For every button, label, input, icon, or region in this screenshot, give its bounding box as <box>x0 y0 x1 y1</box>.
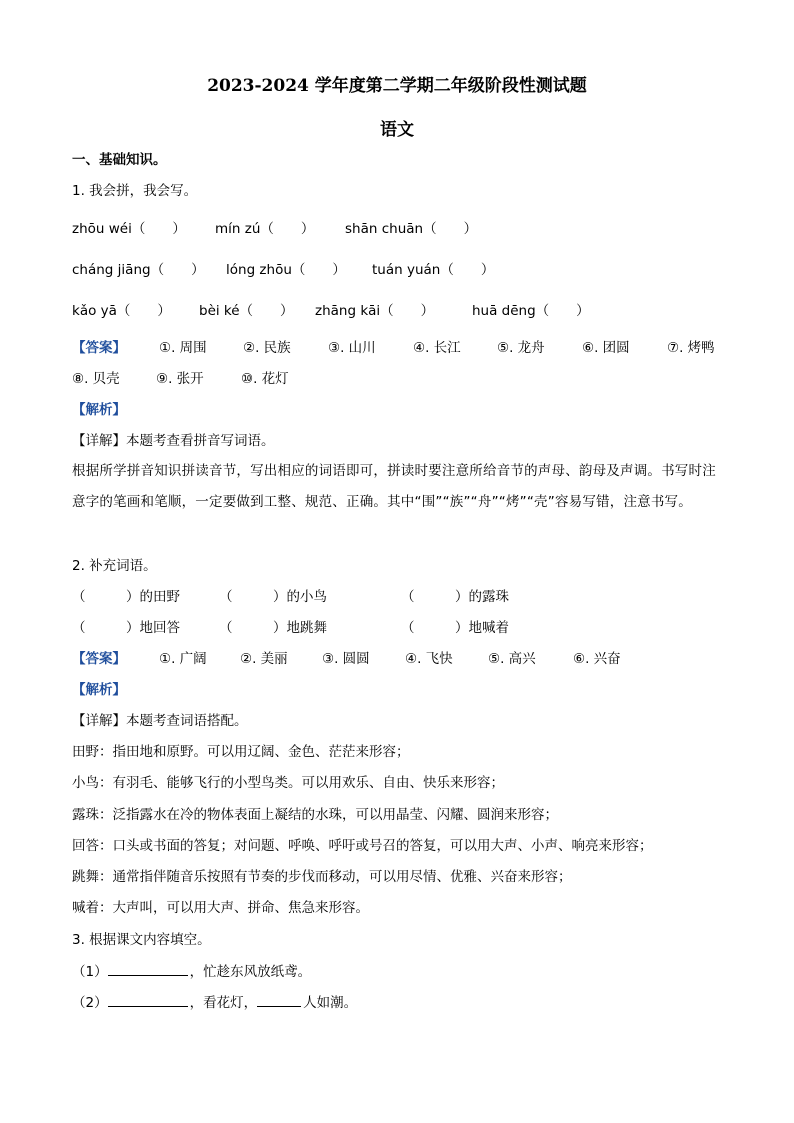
item-text: ，看花灯， <box>189 995 258 1011</box>
question-3-prompt: 3. 根据课文内容填空。 <box>72 932 211 948</box>
answer-item: ①. 周围 <box>159 340 207 356</box>
answer-tag: 【答案】 <box>72 651 126 667</box>
answer-item: ⑤. 高兴 <box>488 651 536 667</box>
answer-item: ⑥. 兴奋 <box>573 651 621 667</box>
item-text: ，忙趁东风放纸鸢。 <box>189 964 312 980</box>
analysis-tag: 【解析】 <box>72 402 126 418</box>
pinyin-item: tuán yuán（ ） <box>372 262 495 278</box>
answer-item: ⑨. 张开 <box>156 371 204 387</box>
fill-item: （ ）地跳舞 <box>219 620 327 636</box>
explanation-line: 跳舞：通常指伴随音乐按照有节奏的步伐而移动，可以用尽情、优雅、兴奋来形容； <box>72 869 572 885</box>
fill-item: （ ）的露珠 <box>401 589 509 605</box>
answer-item: ③. 圆圆 <box>322 651 370 667</box>
answer-item: ⑤. 龙舟 <box>497 340 545 356</box>
pinyin-item: zhāng kāi（ ） <box>315 303 435 319</box>
item-text: 人如潮。 <box>303 995 358 1011</box>
answer-tag: 【答案】 <box>72 340 126 356</box>
detail-line: 【详解】本题考查词语搭配。 <box>72 713 248 729</box>
explanation-line: 田野：指田地和原野。可以用辽阔、金色、茫茫来形容； <box>72 744 410 760</box>
explanation-line: 回答：口头或书面的答复；对问题、呼唤、呼吁或号召的答复，可以用大声、小声、响亮来形容； <box>72 838 653 854</box>
answer-blank[interactable] <box>108 992 188 1007</box>
pinyin-item: zhōu wéi（ ） <box>72 221 186 237</box>
section-heading: 一、基础知识。 <box>72 152 167 168</box>
subject-title: 语文 <box>380 120 414 140</box>
answer-blank[interactable] <box>257 992 301 1007</box>
fill-item: （ ）的田野 <box>72 589 180 605</box>
pinyin-item: kǎo yā（ ） <box>72 303 171 319</box>
fill-blank-line <box>72 961 311 982</box>
explanation-line: 露珠：泛指露水在冷的物体表面上凝结的水珠，可以用晶莹、闪耀、圆润来形容； <box>72 807 558 823</box>
answer-item: ②. 美丽 <box>240 651 288 667</box>
exam-title: 2023-2024 学年度第二学期二年级阶段性测试题 <box>207 76 587 96</box>
pinyin-item: lóng zhōu（ ） <box>226 262 346 278</box>
item-number: （1） <box>72 964 108 980</box>
fill-item: （ ）地回答 <box>72 620 180 636</box>
pinyin-item: shān chuān（ ） <box>345 221 478 237</box>
question-1-prompt: 1. 我会拼，我会写。 <box>72 183 198 199</box>
pinyin-item: bèi ké（ ） <box>199 303 294 319</box>
answer-item: ⑩. 花灯 <box>241 371 289 387</box>
fill-item: （ ）的小鸟 <box>219 589 327 605</box>
detail-line: 【详解】本题考查看拼音写词语。 <box>72 433 275 449</box>
fill-blank-line <box>72 992 357 1013</box>
answer-item: ⑦. 烤鸭 <box>667 340 715 356</box>
answer-item: ②. 民族 <box>243 340 291 356</box>
pinyin-item: huā dēng（ ） <box>472 303 590 319</box>
analysis-tag: 【解析】 <box>72 682 126 698</box>
pinyin-item: mín zú（ ） <box>215 221 315 237</box>
answer-item: ③. 山川 <box>328 340 376 356</box>
answer-blank[interactable] <box>108 961 188 976</box>
answer-item: ⑥. 团圆 <box>582 340 630 356</box>
explanation-line: 小鸟：有羽毛、能够飞行的小型鸟类。可以用欢乐、自由、快乐来形容； <box>72 775 504 791</box>
answer-item: ⑧. 贝壳 <box>72 371 120 387</box>
explanation-paragraph: 根据所学拼音知识拼读音节，写出相应的词语即可，拼读时要注意所给音节的声母、韵母及声调。书写时注意字的笔画和笔顺，一定要做到工整、规范、正确。其中“围”“族”“舟”“烤”“壳”容易写错，注意书写。 <box>72 463 716 510</box>
pinyin-item: cháng jiāng（ ） <box>72 262 205 278</box>
answer-item: ④. 飞快 <box>405 651 453 667</box>
explanation-line: 喊着：大声叫，可以用大声、拼命、焦急来形容。 <box>72 900 369 916</box>
question-2-prompt: 2. 补充词语。 <box>72 558 157 574</box>
item-number: （2） <box>72 995 108 1011</box>
fill-item: （ ）地喊着 <box>401 620 509 636</box>
answer-item: ①. 广阔 <box>159 651 207 667</box>
answer-item: ④. 长江 <box>413 340 461 356</box>
